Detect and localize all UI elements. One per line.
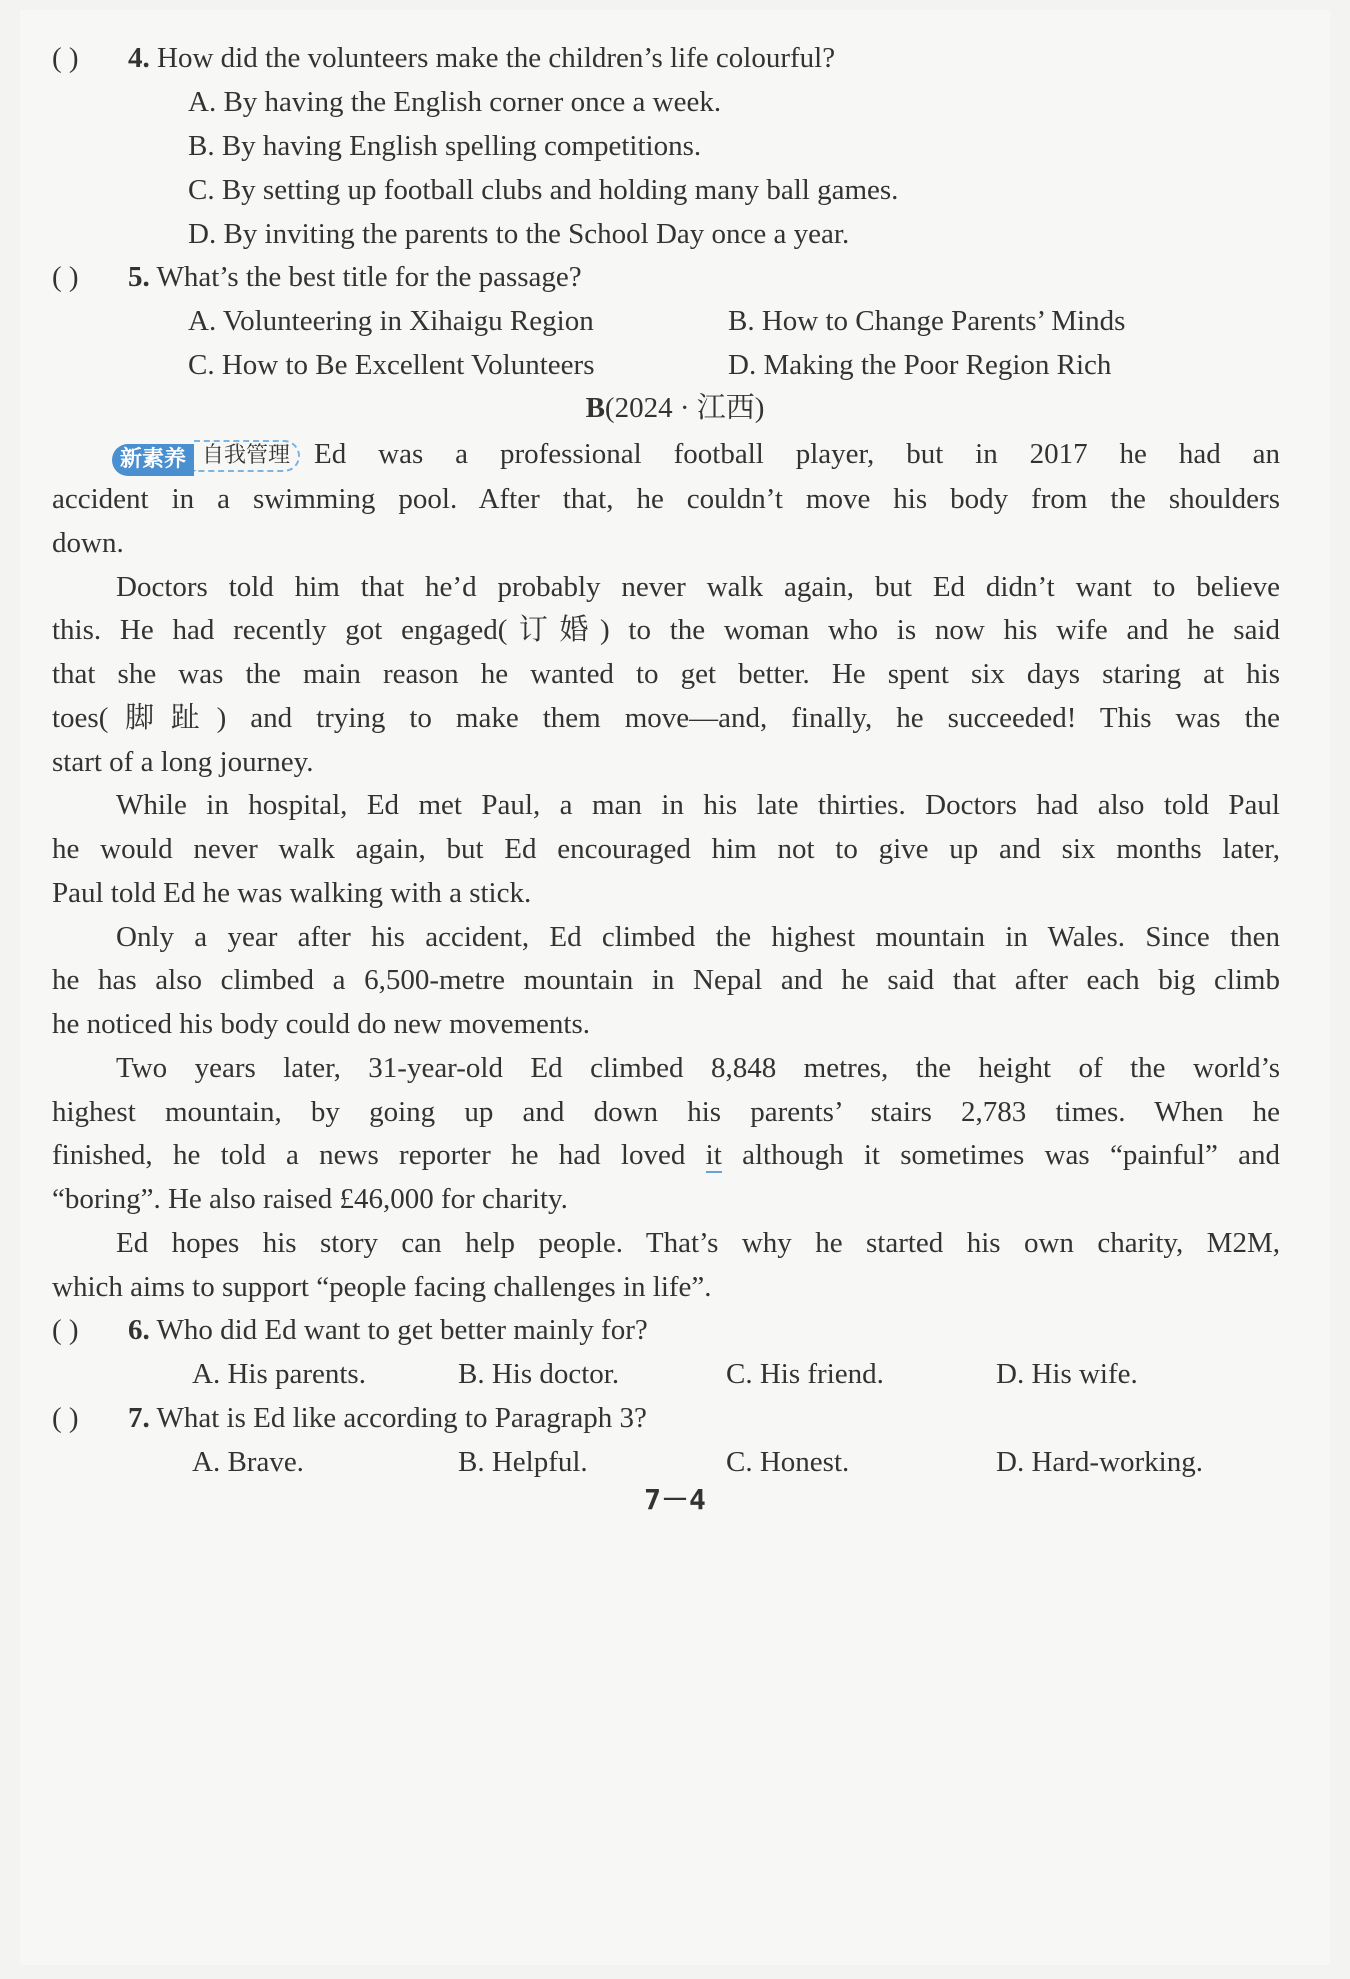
passage-line: down. [52,527,124,559]
passage-line: this. He had recently got engaged(订婚) to the woman who is now his wife and he said [52,614,1280,646]
option-a[interactable]: A. His parents. [192,1358,366,1390]
section-source: (2024 · 江西) [604,392,765,424]
answer-blank[interactable]: ( ) [52,42,79,74]
question-text: How did the volunteers make the children’s life colourful? [157,42,836,74]
section-letter: B [585,392,605,424]
passage-line: he has also climbed a 6,500-metre mountain in Nepal and he said that after each big climb [52,964,1280,996]
passage-line: Only a year after his accident, Ed climbed the highest mountain in Wales. Since then [116,921,1280,953]
question-number: 5. [128,261,150,293]
underlined-word-it: it [705,1139,722,1171]
passage-line: Paul told Ed he was walking with a stick. [52,877,532,909]
tag-self-management: 自我管理 [194,440,300,472]
option-b[interactable]: B. Helpful. [458,1446,588,1478]
question-number: 6. [128,1314,150,1346]
passage-line: Doctors told him that he’d probably never walk again, but Ed didn’t want to believe [116,571,1280,603]
answer-blank[interactable]: ( ) [52,1402,79,1434]
answer-blank[interactable]: ( ) [52,1314,79,1346]
passage-line: he noticed his body could do new movements. [52,1008,591,1040]
question-text: What is Ed like according to Paragraph 3? [156,1402,647,1434]
passage-line [52,1137,1280,1173]
passage-text: although it sometimes was “painful” and [742,1139,1281,1171]
passage-line: Ed hopes his story can help people. That’s why he started his own charity, M2M, [116,1227,1280,1259]
option-d[interactable]: D. Making the Poor Region Rich [728,349,1112,381]
answer-blank[interactable]: ( ) [52,261,79,293]
passage-line: toes(脚趾) and trying to make them move—and, finally, he succeeded! This was the [52,702,1280,734]
question-text: Who did Ed want to get better mainly for? [156,1314,648,1346]
passage-line [112,436,1280,472]
passage-line: which aims to support “people facing challenges in life”. [52,1271,712,1303]
option-d[interactable]: D. His wife. [996,1358,1138,1390]
passage-line: start of a long journey. [52,746,314,778]
section-b-heading [0,390,1350,426]
question-number: 4. [128,42,150,74]
option-d[interactable]: D. By inviting the parents to the School Day once a year. [188,218,850,250]
passage-line: “boring”. He also raised £46,000 for charity. [52,1183,568,1215]
question-text: What’s the best title for the passage? [156,261,582,293]
literacy-tag [112,440,300,472]
page-number: 7－4 [644,1483,706,1516]
option-a[interactable]: A. By having the English corner once a week. [188,86,722,118]
option-a[interactable]: A. Brave. [192,1446,304,1478]
passage-line: that she was the main reason he wanted to get better. He spent six days staring at his [52,658,1280,690]
passage-line: While in hospital, Ed met Paul, a man in his late thirties. Doctors had also told Paul [116,789,1280,821]
passage-line: accident in a swimming pool. After that, he couldn’t move his body from the shoulders [52,483,1280,515]
passage-text: finished, he told a news reporter he had loved [52,1139,686,1171]
question-4 [52,40,835,76]
option-c[interactable]: C. Honest. [726,1446,850,1478]
option-c[interactable]: C. His friend. [726,1358,884,1390]
option-c[interactable]: C. By setting up football clubs and holding many ball games. [188,174,899,206]
question-7 [52,1400,647,1436]
option-c[interactable]: C. How to Be Excellent Volunteers [188,349,595,381]
passage-line: Two years later, 31-year-old Ed climbed 8,848 metres, the height of the world’s [116,1052,1280,1084]
passage-line: highest mountain, by going up and down his parents’ stairs 2,783 times. When he [52,1096,1280,1128]
passage-line: he would never walk again, but Ed encouraged him not to give up and six months later, [52,833,1280,865]
question-5 [52,259,582,295]
question-6 [52,1312,648,1348]
option-b[interactable]: B. How to Change Parents’ Minds [728,305,1126,337]
tag-new-literacy: 新素养 [112,444,194,476]
option-d[interactable]: D. Hard-working. [996,1446,1203,1478]
passage-text: Ed was a professional football player, but in 2017 he had an [314,438,1280,470]
option-b[interactable]: B. By having English spelling competitions. [188,130,702,162]
question-number: 7. [128,1402,150,1434]
option-a[interactable]: A. Volunteering in Xihaigu Region [188,305,594,337]
option-b[interactable]: B. His doctor. [458,1358,620,1390]
